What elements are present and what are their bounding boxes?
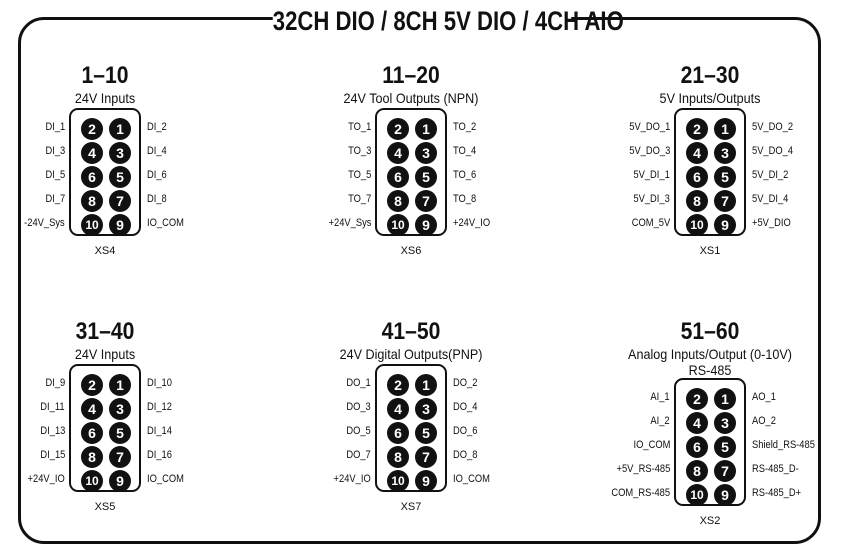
pin-number-even: 4 (387, 142, 409, 164)
pin-number-even: 4 (81, 398, 103, 420)
pin-signal-label: DO_7 (346, 449, 371, 461)
pin-signal-label: TO_5 (347, 169, 371, 181)
pin-signal-label: TO_8 (453, 193, 477, 205)
connector-block (0, 62, 245, 292)
pin-range-heading: 41–50 (381, 318, 441, 345)
pin-number-even: 8 (686, 460, 708, 482)
pin-signal-label: RS-485_D- (752, 463, 799, 475)
pin-number-odd: 9 (714, 484, 736, 506)
pin-number-even: 8 (81, 446, 103, 468)
pin-number-even: 2 (81, 118, 103, 140)
pin-number-even: 2 (686, 118, 708, 140)
pin-number-even: 4 (387, 398, 409, 420)
connector-designator: XS5 (94, 501, 116, 513)
pin-number-odd: 9 (415, 214, 437, 236)
pin-range-heading: 1–10 (81, 62, 129, 89)
connector-function-label: 24V Inputs (74, 346, 136, 362)
pin-number-even: 2 (387, 118, 409, 140)
pin-signal-label: 5V_DO_1 (628, 121, 670, 133)
pin-number-odd: 1 (714, 118, 736, 140)
connector-designator: XS2 (699, 515, 721, 527)
pin-signal-label: DI_1 (45, 121, 65, 133)
pin-signal-label: 5V_DI_4 (752, 193, 789, 205)
pin-signal-label: AO_2 (752, 415, 776, 427)
connector-function-label-secondary: RS-485 (688, 362, 732, 378)
pin-range-heading: 51–60 (680, 318, 740, 345)
pin-signal-label: DI_12 (147, 401, 172, 413)
pin-signal-label: COM_RS-485 (611, 487, 670, 499)
pin-signal-label: 5V_DO_2 (752, 121, 794, 133)
pin-signal-label: DI_16 (147, 449, 172, 461)
pin-signal-label: +24V_IO (27, 473, 65, 485)
pin-number-odd: 5 (109, 166, 131, 188)
pin-range-heading: 11–20 (382, 62, 440, 89)
connector-block (271, 318, 551, 548)
pin-number-odd: 7 (714, 460, 736, 482)
pin-number-odd: 5 (109, 422, 131, 444)
pin-number-odd: 3 (415, 398, 437, 420)
pin-signal-label: DI_2 (147, 121, 167, 133)
pin-signal-label: DI_6 (147, 169, 167, 181)
pin-signal-label: 5V_DI_1 (633, 169, 670, 181)
pin-number-odd: 5 (714, 436, 736, 458)
pin-signal-label: AI_2 (650, 415, 670, 427)
pin-number-even: 10 (81, 214, 103, 236)
pin-signal-label: IO_COM (147, 217, 184, 229)
pin-signal-label: DO_4 (453, 401, 478, 413)
connector-function-label: 24V Inputs (74, 90, 136, 106)
pin-signal-label: DI_3 (45, 145, 65, 157)
pin-number-odd: 9 (415, 470, 437, 492)
pin-number-even: 2 (686, 388, 708, 410)
pin-signal-label: +5V_RS-485 (616, 463, 670, 475)
pin-range-heading: 21–30 (680, 62, 740, 89)
pin-number-even: 6 (81, 422, 103, 444)
pin-signal-label: 5V_DO_3 (628, 145, 670, 157)
connector-block (570, 318, 844, 548)
pin-number-even: 2 (387, 374, 409, 396)
pin-number-even: 10 (686, 214, 708, 236)
pin-number-odd: 1 (415, 374, 437, 396)
pin-number-odd: 3 (415, 142, 437, 164)
pin-signal-label: IO_COM (147, 473, 184, 485)
connector-designator: XS4 (94, 245, 116, 257)
pin-number-odd: 5 (714, 166, 736, 188)
connector-function-label: 24V Tool Outputs (NPN) (343, 90, 479, 106)
pin-number-even: 6 (387, 422, 409, 444)
pin-number-odd: 1 (109, 118, 131, 140)
pin-signal-label: DI_5 (45, 169, 65, 181)
pin-signal-label: TO_3 (347, 145, 371, 157)
pin-number-even: 8 (686, 190, 708, 212)
pin-signal-label: DI_10 (147, 377, 172, 389)
pin-signal-label: 5V_DI_2 (752, 169, 789, 181)
connector-function-label: 24V Digital Outputs(PNP) (339, 346, 483, 362)
pin-number-odd: 3 (714, 412, 736, 434)
pin-signal-label: DO_5 (346, 425, 371, 437)
pin-signal-label: +5V_DIO (752, 217, 791, 229)
pin-signal-label: DI_8 (147, 193, 167, 205)
pin-signal-label: TO_2 (453, 121, 477, 133)
pin-signal-label: DI_9 (45, 377, 65, 389)
connector-housing (69, 108, 141, 236)
pin-number-odd: 9 (714, 214, 736, 236)
pin-number-even: 10 (686, 484, 708, 506)
pin-signal-label: DI_7 (45, 193, 65, 205)
pin-signal-label: TO_6 (453, 169, 477, 181)
pin-signal-label: DI_13 (40, 425, 65, 437)
pin-number-even: 6 (387, 166, 409, 188)
pin-number-odd: 3 (714, 142, 736, 164)
pin-number-even: 8 (81, 190, 103, 212)
connector-housing (674, 378, 746, 506)
connector-block (271, 62, 551, 292)
pin-number-even: 10 (387, 214, 409, 236)
pin-number-even: 2 (81, 374, 103, 396)
pin-number-odd: 9 (109, 470, 131, 492)
connector-function-label: Analog Inputs/Output (0-10V) (628, 346, 792, 362)
connector-designator: XS6 (400, 245, 422, 257)
pin-number-even: 6 (81, 166, 103, 188)
pin-number-even: 4 (686, 412, 708, 434)
pin-signal-label: 5V_DI_3 (633, 193, 670, 205)
connector-designator: XS7 (400, 501, 422, 513)
pin-number-odd: 3 (109, 398, 131, 420)
pin-signal-label: RS-485_D+ (752, 487, 802, 499)
pin-number-even: 10 (81, 470, 103, 492)
pin-signal-label: +24V_IO (333, 473, 371, 485)
pin-signal-label: +24V_Sys (328, 217, 371, 229)
pin-number-even: 8 (387, 190, 409, 212)
pin-number-even: 6 (686, 436, 708, 458)
pin-number-odd: 9 (109, 214, 131, 236)
connector-housing (69, 364, 141, 492)
pin-number-odd: 7 (415, 190, 437, 212)
pin-signal-label: IO_COM (633, 439, 670, 451)
connector-block (0, 318, 245, 548)
pin-signal-label: +24V_IO (453, 217, 491, 229)
connector-designator: XS1 (699, 245, 721, 257)
connector-function-label: 5V Inputs/Outputs (659, 90, 761, 106)
pin-signal-label: TO_4 (453, 145, 477, 157)
pin-number-odd: 5 (415, 166, 437, 188)
pin-signal-label: DO_1 (346, 377, 371, 389)
pin-number-odd: 1 (109, 374, 131, 396)
pin-signal-label: AI_1 (650, 391, 670, 403)
pin-number-even: 8 (387, 446, 409, 468)
pin-number-odd: 7 (109, 190, 131, 212)
pin-number-odd: 1 (415, 118, 437, 140)
pin-signal-label: DI_14 (147, 425, 172, 437)
pin-signal-label: DO_6 (453, 425, 478, 437)
pin-signal-label: -24V_Sys (24, 217, 65, 229)
pin-signal-label: DI_11 (40, 401, 65, 413)
pin-signal-label: COM_5V (631, 217, 670, 229)
pin-number-even: 4 (686, 142, 708, 164)
pin-signal-label: DO_3 (346, 401, 371, 413)
page-title: 32CH DIO / 8CH 5V DIO / 4CH AIO (272, 6, 624, 36)
pin-signal-label: 5V_DO_4 (752, 145, 794, 157)
connector-block (570, 62, 844, 292)
pin-signal-label: DI_15 (40, 449, 65, 461)
pin-number-even: 10 (387, 470, 409, 492)
pin-number-odd: 7 (714, 190, 736, 212)
connector-housing (375, 108, 447, 236)
pin-number-odd: 5 (415, 422, 437, 444)
pin-signal-label: TO_1 (347, 121, 371, 133)
pin-signal-label: IO_COM (453, 473, 490, 485)
pin-signal-label: DO_2 (453, 377, 478, 389)
pin-signal-label: DI_4 (147, 145, 167, 157)
pin-signal-label: Shield_RS-485 (752, 439, 815, 451)
connector-housing (674, 108, 746, 236)
pin-number-odd: 7 (109, 446, 131, 468)
pin-signal-label: TO_7 (347, 193, 371, 205)
pin-signal-label: AO_1 (752, 391, 776, 403)
pin-number-odd: 7 (415, 446, 437, 468)
connector-housing (375, 364, 447, 492)
pin-number-even: 4 (81, 142, 103, 164)
pin-range-heading: 31–40 (75, 318, 135, 345)
pin-signal-label: DO_8 (453, 449, 478, 461)
pin-number-even: 6 (686, 166, 708, 188)
pin-number-odd: 1 (714, 388, 736, 410)
pin-number-odd: 3 (109, 142, 131, 164)
